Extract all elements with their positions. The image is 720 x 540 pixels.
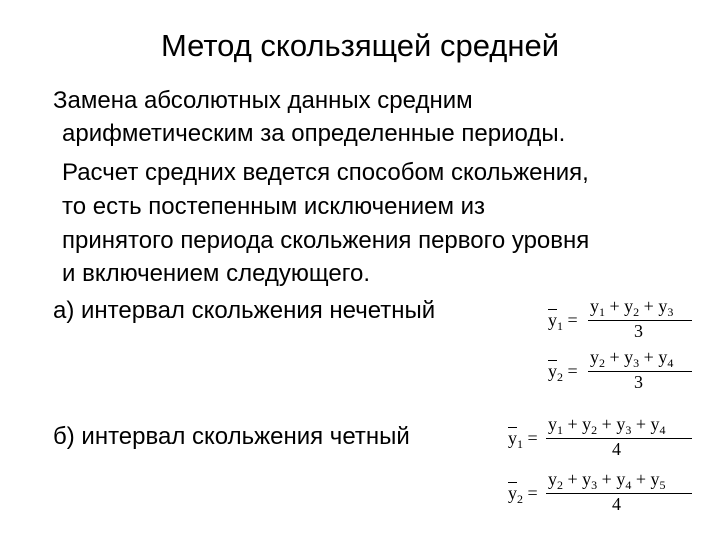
formula-numerator: $y_2 + y_3 + y_4$ — [590, 347, 674, 370]
formula-numerator: $y_2 + y_3 + y_4 + y_5$ — [548, 469, 666, 492]
formula-lhs: $\overline{y}_2$ = — [548, 361, 578, 384]
slide-title: Метод скользящей средней — [160, 28, 560, 63]
formula-denominator: 4 — [612, 494, 621, 514]
text-line-5: принятого периода скольжения первого уровня — [62, 227, 590, 254]
text-line-1: Замена абсолютных данных средним — [53, 87, 473, 114]
case-a-label: а) интервал скольжения нечетный — [53, 297, 436, 324]
text-line-6: и включением следующего. — [62, 260, 370, 287]
case-b-label: б) интервал скольжения четный — [53, 423, 410, 450]
formula-denominator: 4 — [612, 439, 621, 459]
formula-numerator: $y_1 + y_2 + y_3$ — [590, 296, 674, 319]
text-line-4: то есть постепенным исключением из — [62, 193, 486, 220]
formula-a2 — [548, 347, 708, 395]
text-line-2: арифметическим за определенные периоды. — [62, 120, 566, 147]
formula-b2 — [508, 469, 708, 517]
text-line-3: Расчет средних ведется способом скольжения, — [62, 159, 589, 186]
formula-denominator: 3 — [634, 321, 643, 341]
formula-denominator: 3 — [634, 372, 643, 392]
formula-lhs: $\overline{y}_1$ = — [548, 310, 578, 333]
formula-lhs: $\overline{y}_1$ = — [508, 428, 538, 451]
formula-numerator: $y_1 + y_2 + y_3 + y_4$ — [548, 414, 666, 437]
formula-lhs: $\overline{y}_2$ = — [508, 483, 538, 506]
formula-b1 — [508, 414, 708, 462]
formula-a1 — [548, 296, 708, 344]
